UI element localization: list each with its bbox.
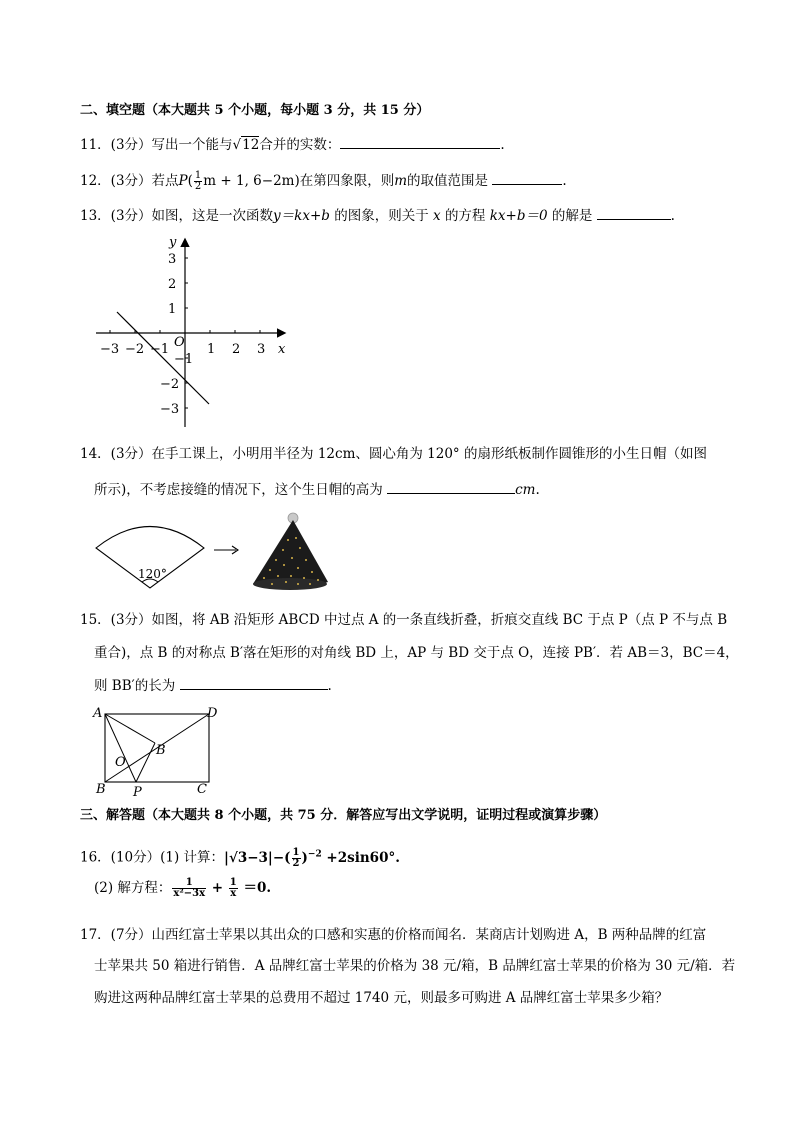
q13-graph [88, 232, 298, 432]
label-a: A [93, 706, 103, 721]
q13-equation: kx+b＝0 [489, 208, 548, 224]
y-tick-3: 3 [168, 252, 177, 267]
q11-sqrt-sign: √ [232, 137, 242, 153]
x-tick-neg2: −2 [125, 342, 145, 357]
q11-radicand: 12 [242, 137, 260, 153]
segment-pb-prime [136, 743, 155, 782]
q12-text2: 在第四象限，则 [299, 173, 395, 189]
question-17-line3: 购进这两种品牌红富士苹果的总费用不超过 1740 元，则最多可购进 A 品牌红富士苹果多少箱？ [94, 990, 669, 1006]
x-tick-neg1: −1 [150, 342, 170, 357]
q14-answer-blank[interactable] [387, 479, 515, 494]
label-c: C [197, 782, 207, 797]
q15-figure [88, 702, 228, 798]
question-14-line1: 14．(3分）在手工课上，小明用半径为 12cm、圆心角为 120° 的扇形纸板制作圆锥形的小生日帽（如图 [80, 446, 707, 462]
question-13: 13．(3分）如图，这是一次函数y＝kx+b 的图象，则关于 x 的方程 kx+b＝0 的解是 . [80, 205, 675, 226]
section-3-title: 三、解答题（本大题共 8 个小题，共 75 分．解答应写出文学说明，证明过程或演算步骤） [80, 808, 607, 823]
label-p: P [133, 785, 142, 798]
sector-angle-label: 120° [138, 567, 167, 581]
label-d: D [207, 706, 218, 721]
q12-answer-blank[interactable] [492, 170, 562, 185]
q12-text: 若点 [151, 173, 179, 189]
q12-text3: 的取值范围是 [407, 173, 489, 189]
q17-number: 17．(7分） [80, 927, 152, 943]
label-b-prime: B [156, 743, 166, 758]
y-tick-2: 2 [168, 277, 177, 292]
q16-number: 16．(10分） [80, 849, 161, 866]
x-tick-neg3: −3 [100, 342, 120, 357]
question-15-line1: 15．(3分）如图，将 AB 沿矩形 ABCD 中过点 A 的一条直线折叠，折痕交直线 BC 于点 P（点 P 不与点 B [80, 612, 728, 628]
question-14-line2: 所示)，不考虑接缝的情况下，这个生日帽的高为 cm. [94, 479, 540, 500]
q12-expression: m + 1, 6−2m) [203, 173, 300, 189]
q13-function: y＝kx+b [273, 208, 330, 224]
question-12: 12．(3分）若点P( $\frac{1}{2}$ m + 1, 6−2m)在第四象限，则m的取值范围是 . [80, 170, 567, 192]
q11-end: . [500, 137, 505, 153]
q12-point-p: P [178, 173, 188, 189]
q12-fraction: $\frac{1}{2}$ [194, 170, 202, 192]
q12-number: 12．(3分） [80, 173, 152, 189]
y-tick-neg3: −3 [160, 402, 180, 417]
y-tick-1: 1 [168, 302, 177, 317]
label-b: B [96, 782, 106, 797]
x-tick-3: 3 [257, 342, 266, 357]
question-16-part2: (2) 解方程： $\frac{1}{\text{x²−3x}}$ + $\frac{1}{x}$ ＝0. [94, 877, 272, 899]
origin-label: O [174, 335, 185, 350]
segment-ab-prime [105, 714, 155, 743]
question-17-line2: 士苹果共 50 箱进行销售．A 品牌红富士苹果的价格为 38 元/箱，B 品牌红富士苹果的价格为 30 元/箱．若 [94, 958, 736, 974]
q15-number: 15．(3分） [80, 612, 152, 628]
party-hat-icon [253, 513, 328, 590]
q13-number: 13．(3分） [80, 208, 152, 224]
question-15-line2: 重合)，点 B 的对称点 B′落在矩形的对角线 BD 上，AP 与 BD 交于点 O，连接 PB′．若 AB＝3，BC＝4， [94, 645, 739, 661]
question-17-line1: 17．(7分）山西红富士苹果以其出众的口感和实惠的价格而闻名．某商店计划购进 A，B 两种品牌的红富 [80, 927, 707, 943]
section-2-title: 二、填空题（本大题共 5 个小题，每小题 3 分，共 15 分） [80, 103, 430, 118]
q11-answer-blank[interactable] [340, 134, 500, 149]
y-tick-neg1: −1 [174, 352, 194, 367]
y-axis-label: y [169, 235, 177, 250]
x-tick-2: 2 [232, 342, 241, 357]
q15-answer-blank[interactable] [180, 675, 328, 690]
q11-number: 11．(3分） [80, 137, 152, 153]
q11-text2: 合并的实数： [259, 137, 341, 153]
label-o: O [115, 755, 126, 770]
y-tick-neg2: −2 [160, 377, 180, 392]
q11-text: 写出一个能与 [151, 137, 233, 153]
question-16-part1: 16．(10分）(1) 计算：|√3−3|−( $\frac{1}{2}$ )$^{-2}$ +2sin60°. [80, 846, 400, 869]
q13-answer-blank[interactable] [597, 205, 671, 220]
q13-text: 如图，这是一次函数 [151, 208, 274, 224]
q14-number: 14．(3分） [80, 446, 152, 462]
x-tick-1: 1 [207, 342, 216, 357]
q13-text2: 的图象，则关于 [334, 208, 429, 224]
question-15-line3: 则 BB′的长为 . [94, 675, 332, 696]
x-axis-label: x [278, 342, 286, 357]
q14-figure [88, 510, 328, 595]
question-11 [80, 134, 505, 155]
